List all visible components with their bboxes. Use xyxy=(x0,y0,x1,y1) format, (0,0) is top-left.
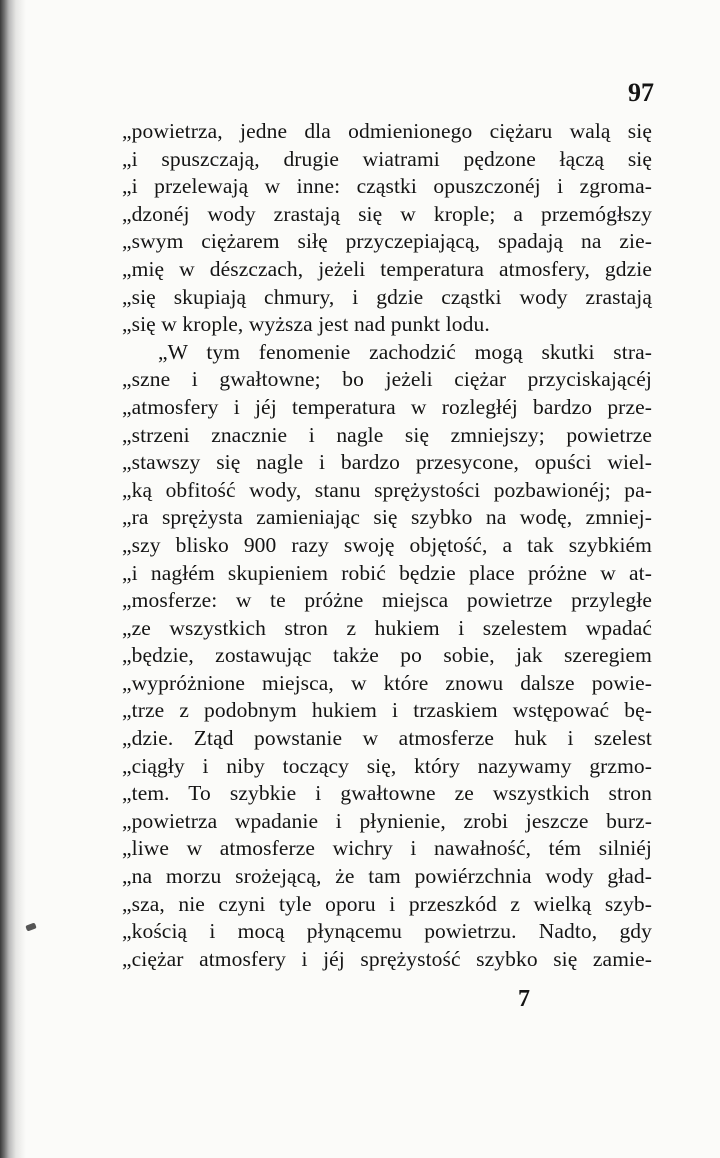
signature-mark: 7 xyxy=(518,986,530,1012)
text-line: „kością i mocą płynącemu powietrzu. Nadto, gdy xyxy=(122,919,652,944)
text-line: „dzonéj wody zrastają się w krople; a przemógłszy xyxy=(122,201,652,226)
text-line: „szy blisko 900 razy swoję objętość, a tak szybkiém xyxy=(122,532,652,557)
text-line: „na morzu srożejącą, że tam powiérzchnia wody gład- xyxy=(122,864,652,889)
text-line: „i spuszczają, drugie wiatrami pędzone łączą się xyxy=(122,146,652,171)
text-line: „wypróżnione miejsca, w które znowu dalsze powie- xyxy=(122,670,652,695)
text-line: „się skupiają chmury, i gdzie cząstki wody zrastają xyxy=(122,284,652,309)
text-line: „i przelewają w inne: cząstki opuszczonéj i zgroma- xyxy=(122,174,652,199)
page-spine-shadow xyxy=(0,0,26,1158)
text-line: „szne i gwałtowne; bo jeżeli ciężar przyciskającéj xyxy=(122,367,652,392)
text-line: „tem. To szybkie i gwałtowne ze wszystkich stron xyxy=(122,781,652,806)
text-line: „W tym fenomenie zachodzić mogą skutki stra- xyxy=(158,339,652,364)
text-line: „dzie. Ztąd powstanie w atmosferze huk i szelest xyxy=(122,726,652,751)
text-line: „i nagłém skupieniem robić będzie place próżne w at- xyxy=(122,560,652,585)
text-line: „liwe w atmosferze wichry i nawałność, tém silniéj xyxy=(122,836,652,861)
text-line: „atmosfery i jéj temperatura w rozległéj bardzo prze- xyxy=(122,394,652,419)
text-line: „będzie, zostawując także po sobie, jak szeregiem xyxy=(122,643,652,668)
text-line: „ra sprężysta zamieniając się szybko na wodę, zmniej- xyxy=(122,505,652,530)
text-line: „stawszy się nagle i bardzo przesycone, opuści wiel- xyxy=(122,450,652,475)
text-line: „mosferze: w te próżne miejsca powietrze przyległe xyxy=(122,588,652,613)
body-text xyxy=(122,118,652,973)
text-line: „ze wszystkich stron z hukiem i szelestem wpadać xyxy=(122,615,652,640)
text-line: „swym ciężarem siłę przyczepiającą, spadają na zie- xyxy=(122,229,652,254)
text-line: „powietrza wpadanie i płynienie, zrobi jeszcze burz- xyxy=(122,808,652,833)
text-line: „strzeni znacznie i nagle się zmniejszy; powietrze xyxy=(122,422,652,447)
text-line: „ką obfitość wody, stanu sprężystości pozbawionéj; pa- xyxy=(122,477,652,502)
text-line: „mię w dészczach, jeżeli temperatura atmosfery, gdzie xyxy=(122,256,652,281)
page-number: 97 xyxy=(628,78,654,107)
margin-mark xyxy=(25,922,36,931)
text-line: „ciągły i niby toczący się, który nazywamy grzmo- xyxy=(122,753,652,778)
text-line: „trze z podobnym hukiem i trzaskiem wstępować bę- xyxy=(122,698,652,723)
text-line: „ciężar atmosfery i jéj sprężystość szybko się zamie- xyxy=(122,946,652,971)
text-line: „się w krople, wyższa jest nad punkt lodu. xyxy=(122,312,490,337)
text-line: „sza, nie czyni tyle oporu i przeszkód z wielką szyb- xyxy=(122,891,652,916)
text-line: „powietrza, jedne dla odmienionego ciężaru walą się xyxy=(122,119,652,143)
